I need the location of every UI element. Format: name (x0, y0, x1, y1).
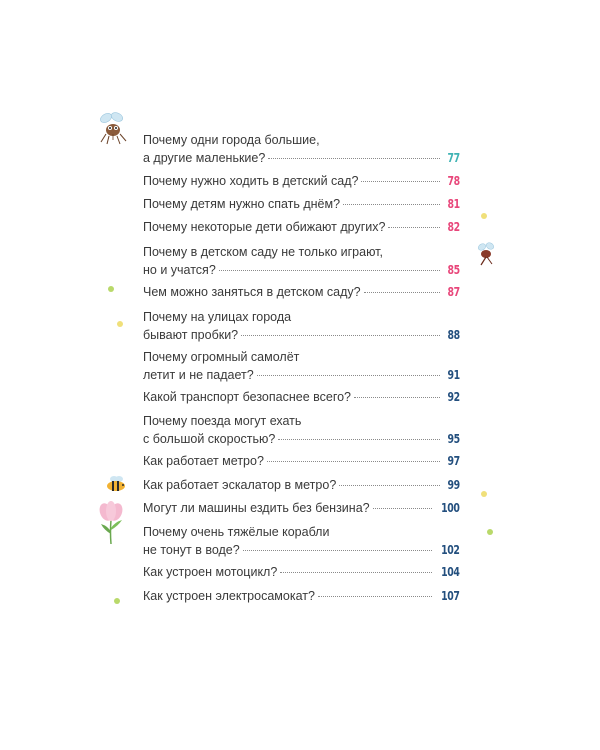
toc-entry-line: Почему в детском саду не только играют, (143, 245, 383, 259)
dot-leader (343, 204, 440, 205)
toc-entry-line: но и учатся? (143, 263, 216, 277)
toc-entry[interactable] (143, 587, 460, 605)
toc-entry[interactable] (143, 412, 460, 448)
toc-entry-line: Могут ли машины ездить без бензина? (143, 501, 370, 515)
bee-icon (104, 475, 128, 493)
page-number: 81 (447, 197, 460, 211)
page-number: 88 (447, 328, 460, 342)
toc-entry-line: Чем можно заняться в детском саду? (143, 285, 361, 299)
toc-entry-line: Почему огромный самолёт (143, 350, 300, 364)
toc-entry-line: не тонут в воде? (143, 543, 240, 557)
page-number: 77 (447, 151, 460, 165)
page-number: 107 (441, 589, 460, 603)
leaf-dot-icon (480, 490, 488, 498)
mosquito-icon (473, 240, 499, 268)
toc-entry[interactable] (143, 195, 460, 213)
page-number: 102 (441, 543, 460, 557)
toc-entry[interactable] (143, 348, 460, 384)
toc-entry-line: Почему одни города большие, (143, 133, 320, 147)
page-number: 82 (447, 220, 460, 234)
page-number: 92 (447, 390, 460, 404)
toc-entry[interactable] (143, 499, 460, 517)
toc-entry[interactable] (143, 388, 460, 406)
leaf-dot-icon (113, 597, 121, 605)
page-number: 104 (441, 565, 460, 579)
toc-entry-line: летит и не падает? (143, 368, 254, 382)
toc-entry-line: Как работает эскалатор в метро? (143, 478, 337, 492)
toc-entry[interactable] (143, 283, 460, 301)
mosquito-icon (96, 110, 130, 146)
toc-entry-line: Почему некоторые дети обижают других? (143, 220, 386, 234)
dot-leader (278, 439, 440, 440)
leaf-dot-icon (107, 285, 115, 293)
toc-entry[interactable] (143, 172, 460, 190)
toc-entry-line: Почему очень тяжёлые корабли (143, 525, 330, 539)
leaf-dot-icon (486, 528, 494, 536)
dot-leader (354, 397, 440, 398)
page-number: 97 (447, 454, 460, 468)
dot-leader (280, 572, 432, 573)
leaf-dot-icon (480, 212, 488, 220)
page-number: 78 (447, 174, 460, 188)
dot-leader (361, 181, 440, 182)
flower-icon (96, 500, 126, 546)
dot-leader (318, 596, 433, 597)
toc-entry[interactable] (143, 308, 460, 344)
page-number: 99 (447, 478, 460, 492)
toc-entry[interactable] (143, 452, 460, 470)
dot-leader (257, 375, 441, 376)
toc-entry[interactable] (143, 476, 460, 494)
dot-leader (364, 292, 441, 293)
page-number: 91 (447, 368, 460, 382)
dot-leader (388, 227, 440, 228)
toc-entry-line: Как работает метро? (143, 454, 264, 468)
page-number: 95 (447, 432, 460, 446)
toc-entry[interactable] (143, 563, 460, 581)
toc-entry[interactable] (143, 218, 460, 236)
toc-entry-line: с большой скоростью? (143, 432, 276, 446)
dot-leader (268, 158, 440, 159)
dot-leader (219, 270, 441, 271)
leaf-dot-icon (116, 320, 124, 328)
dot-leader (339, 485, 440, 486)
page-number: 85 (447, 263, 460, 277)
dot-leader (267, 461, 440, 462)
toc-entry-line: бывают пробки? (143, 328, 239, 342)
toc-entry-line: Почему поезда могут ехать (143, 414, 302, 428)
toc-entry[interactable] (143, 523, 460, 559)
dot-leader (373, 508, 433, 509)
toc-entry-line: Как устроен электросамокат? (143, 589, 315, 603)
page-number: 87 (447, 285, 460, 299)
page-number: 100 (441, 501, 460, 515)
toc-entry-line: Почему детям нужно спать днём? (143, 197, 341, 211)
toc-entry-line: Как устроен мотоцикл? (143, 565, 278, 579)
toc-entry-line: Почему нужно ходить в детский сад? (143, 174, 359, 188)
toc-entry[interactable] (143, 243, 460, 279)
dot-leader (243, 550, 433, 551)
toc-entry-line: Почему на улицах города (143, 310, 292, 324)
dot-leader (241, 335, 440, 336)
toc-entry-line: Какой транспорт безопаснее всего? (143, 390, 352, 404)
toc-entry-line: а другие маленькие? (143, 151, 266, 165)
toc-entry[interactable] (143, 131, 460, 167)
